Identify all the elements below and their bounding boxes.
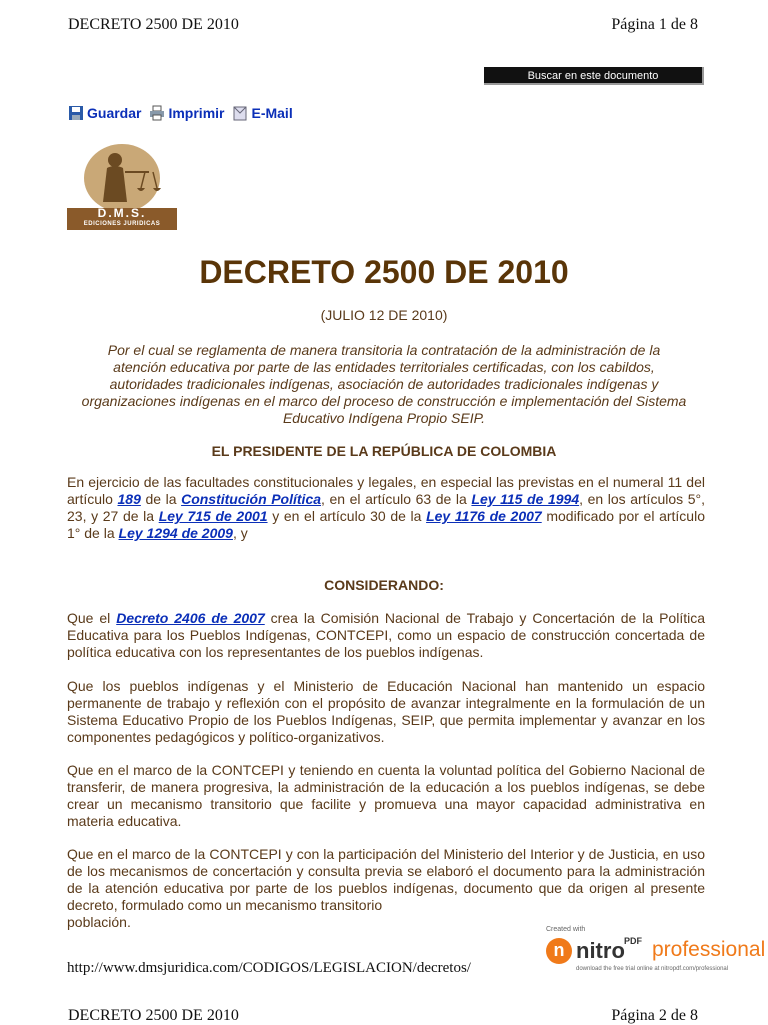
preamble-text: y en el artículo 30 de la <box>267 508 427 524</box>
preamble-text: En ejercicio de las facultades constitucionales y legales, en especial las previstas en el numeral 11 del artículo <box>67 474 705 507</box>
preamble-text: , en los artículos 5°, 23, y 27 de la <box>67 491 705 524</box>
link-ley-1294-2009[interactable]: Ley 1294 de 2009 <box>118 525 233 541</box>
preamble-paragraph <box>67 474 705 542</box>
nitro-watermark <box>540 924 765 976</box>
nitro-logo-icon: n <box>546 938 572 964</box>
justice-statue-icon <box>67 140 177 210</box>
considerando-paragraph-4: Que en el marco de la CONTCEPI y con la participación del Ministerio del Interior y de Justicia, en uso de los mecanismos de concertación y consulta previa se elaboró el documento para la administración de la atención educativa por parte de los pueblos indígenas, documento que da origen al presente decreto, formulado como un mecanismo transitorio <box>67 846 705 913</box>
link-ley-715-2001[interactable]: Ley 715 de 2001 <box>158 508 268 524</box>
page-header <box>68 16 698 34</box>
toolbar <box>68 105 293 121</box>
president-heading: EL PRESIDENTE DE LA REPÚBLICA DE COLOMBIA <box>211 443 557 459</box>
save-button[interactable] <box>68 105 141 121</box>
print-button[interactable] <box>149 105 224 121</box>
considerando-heading: CONSIDERANDO: <box>324 577 444 593</box>
email-label: E-Mail <box>251 105 293 121</box>
paragraph-text: Que el <box>67 610 117 626</box>
dms-logo <box>67 140 177 230</box>
floppy-disk-icon <box>68 105 84 121</box>
header2-page-number: Página 2 de 8 <box>611 1007 698 1024</box>
save-label: Guardar <box>87 105 142 121</box>
logo-caption <box>67 208 177 230</box>
preamble-text: modificado por el artículo 1° de la <box>67 508 705 541</box>
link-ley-1176-2007[interactable]: Ley 1176 de 2007 <box>426 508 542 524</box>
logo-line1: D.M.S. <box>97 206 147 220</box>
link-decreto-2406-2007[interactable]: Decreto 2406 de 2007 <box>116 610 265 626</box>
considerando-paragraph-1 <box>67 610 705 661</box>
link-articulo-189[interactable]: 189 <box>117 491 141 507</box>
link-constitucion-politica[interactable]: Constitución Política <box>181 491 322 507</box>
search-document-button[interactable]: Buscar en este documento <box>484 67 704 85</box>
page-header-2 <box>68 1007 698 1025</box>
page-title: DECRETO 2500 DE 2010 <box>199 254 569 290</box>
considerando-paragraph-3: Que en el marco de la CONTCEPI y teniendo en cuenta la voluntad política del Gobierno Nacional de transferir, de manera progresiva, la administración de la educación a los pueblos indígenas, se debe crear un mecanismo transitorio que facilite y promueva una mayor capacidad administrativa en materia educativa. <box>67 762 705 829</box>
decree-date: (JULIO 12 DE 2010) <box>320 307 448 323</box>
considerando-paragraph-4-end: población. <box>67 914 131 930</box>
watermark-created: Created with <box>546 926 586 933</box>
watermark-trial: download the free trial online at nitropdf.com/professional <box>576 966 729 972</box>
watermark-pdf: PDF <box>624 936 642 946</box>
preamble-text: , y <box>232 525 248 541</box>
header2-title: DECRETO 2500 DE 2010 <box>68 1007 239 1024</box>
header-title: DECRETO 2500 DE 2010 <box>68 16 239 33</box>
paragraph-text: crea la Comisión Nacional de Trabajo y Concertación de la Política Educativa para los Pueblos Indígenas, CONTCEPI, como un espacio de construcción concertada de política educativa con los representantes de los pueblos indígenas. <box>67 610 705 660</box>
decree-summary: Por el cual se reglamenta de manera transitoria la contratación de la administración de la atención educativa por parte de las entidades territoriales certificadas, con los cabildos, autoridades tradicionales indígenas, asociación de autoridades tradicionales indígenas y organizaciones indígenas en el marco del proceso de construcción e implementación del Sistema Educativo Indígena Propio SEIP. <box>81 342 687 426</box>
watermark-professional: professional <box>652 938 766 961</box>
link-ley-115-1994[interactable]: Ley 115 de 1994 <box>471 491 580 507</box>
watermark-brand: nitro <box>576 938 625 963</box>
preamble-text: de la <box>140 491 182 507</box>
envelope-icon <box>232 105 248 121</box>
header-page-number: Página 1 de 8 <box>611 16 698 33</box>
logo-line2: EDICIONES JURIDICAS <box>83 221 161 227</box>
considerando-paragraph-2: Que los pueblos indígenas y el Ministerio de Educación Nacional han mantenido un espacio permanente de trabajo y reflexión con el propósito de avanzar integralmente en la formulación de un Sistema Educativo Propio de los Pueblos Indígenas, SEIP, que permita implementar y avanzar en los componentes pedagógicos y político-organizativos. <box>67 678 705 745</box>
print-label: Imprimir <box>168 105 225 121</box>
preamble-text: , en el artículo 63 de la <box>321 491 472 507</box>
email-button[interactable] <box>232 105 292 121</box>
footer-url: http://www.dmsjuridica.com/CODIGOS/LEGISLACION/decretos/ <box>67 960 471 976</box>
printer-icon <box>149 105 165 121</box>
